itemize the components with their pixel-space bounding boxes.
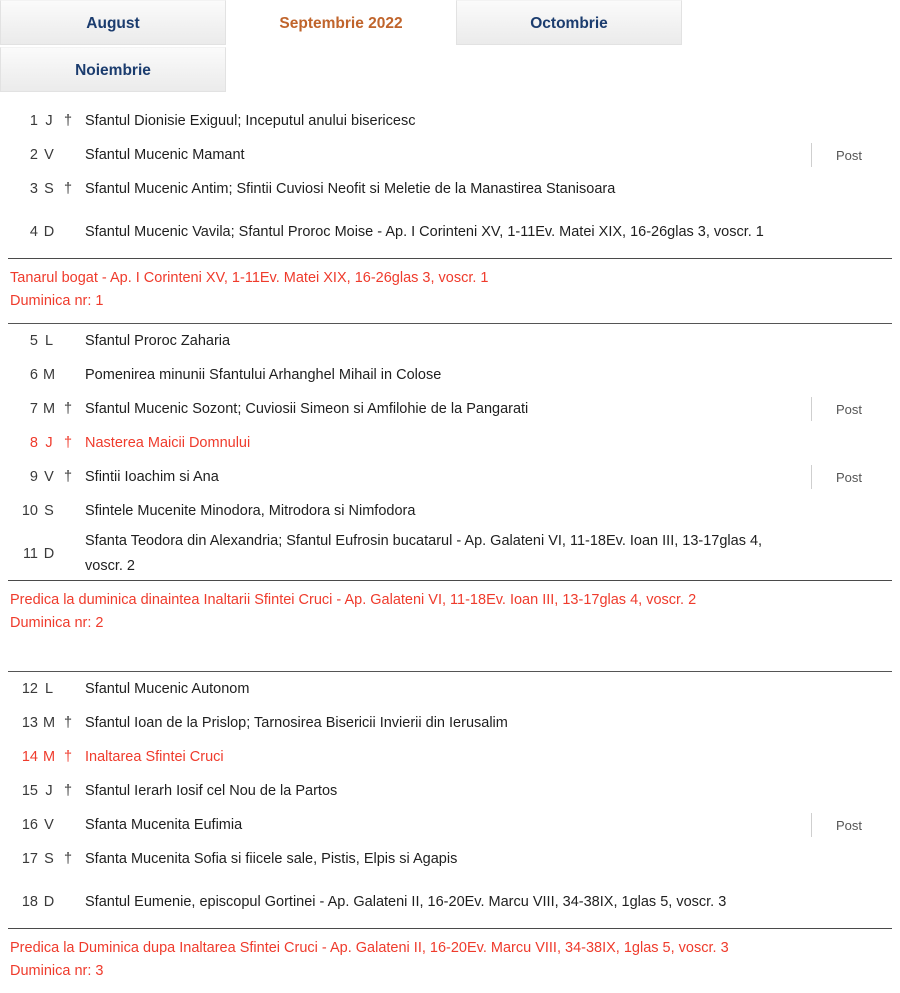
column-divider bbox=[811, 177, 812, 201]
day-number: 3 bbox=[29, 181, 38, 197]
day-description: Pomenirea minunii Sfantului Arhanghel Mihail in Colose bbox=[85, 366, 442, 383]
sunday-sermon-text: Predica la duminica dinaintea Inaltarii Sfintei Cruci - Ap. Galateni VI, 11-18Ev. Ioan III, 13-17glas 4, voscr. 2 bbox=[10, 592, 697, 608]
day-description: Sfantul Eumenie, episcopul Gortinei - Ap. Galateni II, 16-20Ev. Marcu VIII, 34-38IX, 1glas 5, voscr. 3 bbox=[85, 893, 727, 910]
cross-icon: † bbox=[63, 749, 73, 765]
tab-noiembrie[interactable]: Noiembrie bbox=[0, 47, 226, 92]
column-divider bbox=[811, 745, 812, 769]
column-divider bbox=[811, 431, 812, 455]
sunday-sermon-text: Tanarul bogat - Ap. I Corinteni XV, 1-11Ev. Matei XIX, 16-26glas 3, voscr. 1 bbox=[10, 270, 489, 286]
column-divider bbox=[811, 109, 812, 133]
calendar-day-row[interactable] bbox=[8, 706, 892, 740]
day-letter: J bbox=[45, 113, 53, 129]
cross-icon: † bbox=[63, 715, 73, 731]
column-divider bbox=[811, 363, 812, 387]
cross-icon: † bbox=[63, 851, 73, 867]
day-number: 6 bbox=[29, 367, 38, 383]
day-letter: V bbox=[44, 147, 54, 163]
calendar-day-row[interactable] bbox=[8, 324, 892, 358]
day-number: 2 bbox=[29, 147, 38, 163]
day-number: 13 bbox=[21, 715, 38, 731]
day-number: 10 bbox=[21, 503, 38, 519]
day-number: 18 bbox=[21, 894, 38, 910]
day-letter: S bbox=[44, 503, 54, 519]
cross-icon: † bbox=[63, 783, 73, 799]
column-divider bbox=[811, 329, 812, 353]
day-letter: D bbox=[43, 894, 55, 910]
day-letter: J bbox=[45, 783, 53, 799]
column-divider bbox=[811, 847, 812, 871]
calendar-day-row[interactable] bbox=[8, 672, 892, 706]
day-number: 9 bbox=[29, 469, 38, 485]
day-description: Sfanta Mucenita Eufimia bbox=[85, 816, 243, 833]
day-number: 8 bbox=[29, 435, 38, 451]
day-letter: D bbox=[43, 224, 55, 240]
calendar-day-row[interactable] bbox=[8, 358, 892, 392]
calendar-day-row[interactable] bbox=[8, 740, 892, 774]
day-letter: M bbox=[42, 749, 56, 765]
sunday-summary bbox=[8, 929, 892, 993]
day-description: Sfantul Mucenic Sozont; Cuviosii Simeon si Amfilohie de la Pangarati bbox=[85, 400, 529, 417]
calendar-day-row[interactable] bbox=[8, 494, 892, 528]
calendar-section bbox=[8, 104, 892, 324]
column-divider bbox=[811, 677, 812, 701]
tab-octombrie[interactable]: Octombrie bbox=[456, 0, 682, 45]
cross-icon: † bbox=[63, 181, 73, 197]
sunday-number-text: Duminica nr: 1 bbox=[10, 293, 104, 309]
day-letter: M bbox=[42, 401, 56, 417]
calendar-day-row[interactable] bbox=[8, 206, 892, 258]
tab-august[interactable]: August bbox=[0, 0, 226, 45]
column-divider bbox=[811, 533, 812, 575]
day-number: 17 bbox=[21, 851, 38, 867]
day-letter: S bbox=[44, 181, 54, 197]
day-description: Inaltarea Sfintei Cruci bbox=[85, 748, 224, 765]
calendar-day-row[interactable] bbox=[8, 172, 892, 206]
day-number: 5 bbox=[29, 333, 38, 349]
cross-icon: † bbox=[63, 401, 73, 417]
fasting-label: Post bbox=[835, 817, 862, 833]
day-description: Sfantul Dionisie Exiguul; Inceputul anului bisericesc bbox=[85, 112, 416, 129]
sunday-summary bbox=[8, 581, 892, 645]
calendar-day-row[interactable] bbox=[8, 392, 892, 426]
day-description: Sfantul Mucenic Antim; Sfintii Cuviosi Neofit si Meletie de la Manastirea Stanisoara bbox=[85, 180, 616, 197]
day-number: 1 bbox=[29, 113, 38, 129]
cross-icon: † bbox=[63, 113, 73, 129]
tab-row-primary bbox=[0, 0, 900, 47]
month-tab-bar bbox=[0, 0, 900, 94]
day-letter: M bbox=[42, 715, 56, 731]
calendar-day-row[interactable] bbox=[8, 138, 892, 172]
sunday-summary bbox=[8, 259, 892, 323]
day-letter: L bbox=[44, 681, 54, 697]
day-number: 4 bbox=[29, 224, 38, 240]
column-divider bbox=[811, 211, 812, 253]
day-number: 14 bbox=[21, 749, 38, 765]
day-number: 16 bbox=[21, 817, 38, 833]
tab-septembrie[interactable]: Septembrie 2022 bbox=[228, 0, 454, 45]
day-description: Nasterea Maicii Domnului bbox=[85, 434, 251, 451]
calendar-day-row[interactable] bbox=[8, 426, 892, 460]
calendar-day-row[interactable] bbox=[8, 842, 892, 876]
day-letter: D bbox=[43, 546, 55, 562]
calendar-day-row[interactable] bbox=[8, 460, 892, 494]
sunday-sermon-text: Predica la Duminica dupa Inaltarea Sfintei Cruci - Ap. Galateni II, 16-20Ev. Marcu VIII, 34-38IX, 1glas 5, voscr. 3 bbox=[10, 940, 729, 956]
day-description: Sfantul Mucenic Vavila; Sfantul Proroc Moise - Ap. I Corinteni XV, 1-11Ev. Matei XIX, 16-26glas 3, voscr. 1 bbox=[85, 223, 764, 240]
column-divider bbox=[811, 779, 812, 803]
calendar-day-row[interactable] bbox=[8, 528, 892, 580]
column-divider bbox=[811, 499, 812, 523]
day-letter: L bbox=[44, 333, 54, 349]
day-description: Sfantul Ioan de la Prislop; Tarnosirea Bisericii Invierii din Ierusalim bbox=[85, 714, 508, 731]
fasting-label: Post bbox=[835, 147, 862, 163]
day-number: 15 bbox=[21, 783, 38, 799]
day-letter: J bbox=[45, 435, 53, 451]
day-description: Sfantul Ierarh Iosif cel Nou de la Partos bbox=[85, 782, 338, 799]
calendar-day-row[interactable] bbox=[8, 104, 892, 138]
day-number: 7 bbox=[29, 401, 38, 417]
cross-icon: † bbox=[63, 435, 73, 451]
section-gap bbox=[8, 645, 892, 671]
day-description: Sfantul Mucenic Mamant bbox=[85, 146, 245, 163]
day-description: Sfantul Proroc Zaharia bbox=[85, 332, 231, 349]
calendar-list bbox=[0, 104, 900, 993]
day-number: 12 bbox=[21, 681, 38, 697]
cross-icon: † bbox=[63, 469, 73, 485]
calendar-day-row[interactable] bbox=[8, 876, 892, 928]
day-description: Sfintele Mucenite Minodora, Mitrodora si Nimfodora bbox=[85, 502, 416, 519]
column-divider bbox=[811, 881, 812, 923]
day-number: 11 bbox=[22, 546, 38, 562]
column-divider bbox=[811, 711, 812, 735]
day-description: Sfanta Teodora din Alexandria; Sfantul Eufrosin bucatarul - Ap. Galateni VI, 11-18Ev. Ioan III, 13-17glas 4, voscr. 2 bbox=[85, 533, 763, 574]
fasting-label: Post bbox=[835, 469, 862, 485]
calendar-section bbox=[8, 324, 892, 672]
day-letter: V bbox=[44, 469, 54, 485]
day-description: Sfantul Mucenic Autonom bbox=[85, 680, 250, 697]
day-description: Sfanta Mucenita Sofia si fiicele sale, Pistis, Elpis si Agapis bbox=[85, 850, 458, 867]
sunday-number-text: Duminica nr: 2 bbox=[10, 615, 104, 631]
calendar-day-row[interactable] bbox=[8, 808, 892, 842]
calendar-day-row[interactable] bbox=[8, 774, 892, 808]
sunday-number-text: Duminica nr: 3 bbox=[10, 963, 104, 979]
day-description: Sfintii Ioachim si Ana bbox=[85, 468, 219, 485]
day-letter: M bbox=[42, 367, 56, 383]
tab-row-secondary bbox=[0, 47, 900, 94]
day-letter: S bbox=[44, 851, 54, 867]
day-letter: V bbox=[44, 817, 54, 833]
fasting-label: Post bbox=[835, 401, 862, 417]
